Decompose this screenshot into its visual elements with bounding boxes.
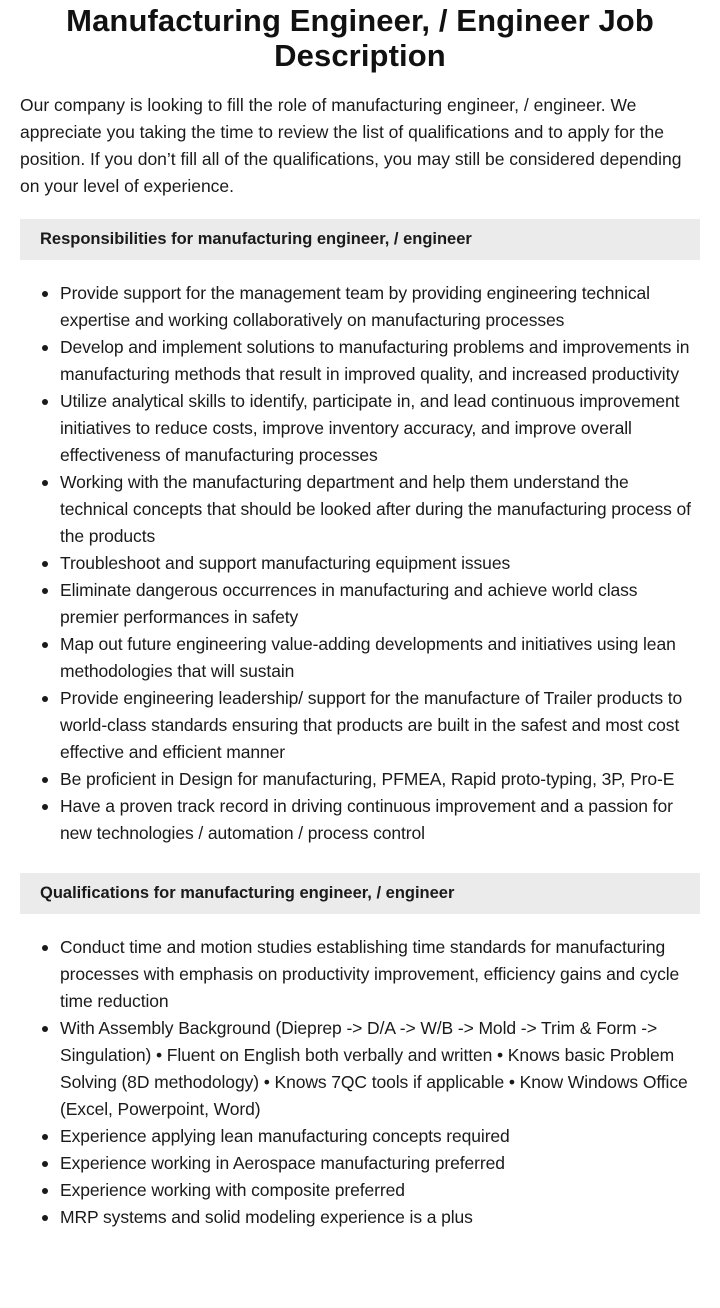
responsibilities-list xyxy=(20,280,700,847)
list-item: MRP systems and solid modeling experience is a plus xyxy=(60,1204,700,1231)
list-item: Troubleshoot and support manufacturing equipment issues xyxy=(60,550,700,577)
list-item: Be proficient in Design for manufacturing, PFMEA, Rapid proto-typing, 3P, Pro-E xyxy=(60,766,700,793)
list-item: Eliminate dangerous occurrences in manufacturing and achieve world class premier performances in safety xyxy=(60,577,700,631)
responsibilities-heading: Responsibilities for manufacturing engineer, / engineer xyxy=(20,219,700,260)
list-item: Provide support for the management team by providing engineering technical expertise and working collaboratively on manufacturing processes xyxy=(60,280,700,334)
qualifications-list xyxy=(20,934,700,1231)
list-item: With Assembly Background (Dieprep -> D/A -> W/B -> Mold -> Trim & Form -> Singulation) • Fluent on English both verbally and written • Knows basic Problem Solving (8D methodology) • Knows 7QC tools if applicable • Know Windows Office (Excel, Powerpoint, Word) xyxy=(60,1015,700,1123)
list-item: Provide engineering leadership/ support for the manufacture of Trailer products to world-class standards ensuring that products are built in the safest and most cost effective and efficient manner xyxy=(60,685,700,766)
list-item: Map out future engineering value-adding developments and initiatives using lean methodologies that will sustain xyxy=(60,631,700,685)
list-item: Experience working in Aerospace manufacturing preferred xyxy=(60,1150,700,1177)
list-item: Working with the manufacturing department and help them understand the technical concepts that should be looked after during the manufacturing process of the products xyxy=(60,469,700,550)
list-item: Experience applying lean manufacturing concepts required xyxy=(60,1123,700,1150)
list-item: Conduct time and motion studies establishing time standards for manufacturing processes with emphasis on productivity improvement, efficiency gains and cycle time reduction xyxy=(60,934,700,1015)
list-item: Experience working with composite preferred xyxy=(60,1177,700,1204)
list-item: Utilize analytical skills to identify, participate in, and lead continuous improvement initiatives to reduce costs, improve inventory accuracy, and improve overall effectiveness of manufacturing processes xyxy=(60,388,700,469)
list-item: Develop and implement solutions to manufacturing problems and improvements in manufacturing methods that result in improved quality, and increased productivity xyxy=(60,334,700,388)
intro-paragraph: Our company is looking to fill the role of manufacturing engineer, / engineer. We appreciate you taking the time to review the list of qualifications and to apply for the position. If you don’t fill all of the qualifications, you may still be considered depending on your level of experience. xyxy=(20,95,682,196)
qualifications-heading: Qualifications for manufacturing engineer, / engineer xyxy=(20,873,700,914)
page-title: Manufacturing Engineer, / Engineer Job Description xyxy=(66,3,654,73)
list-item: Have a proven track record in driving continuous improvement and a passion for new technologies / automation / process control xyxy=(60,793,700,847)
